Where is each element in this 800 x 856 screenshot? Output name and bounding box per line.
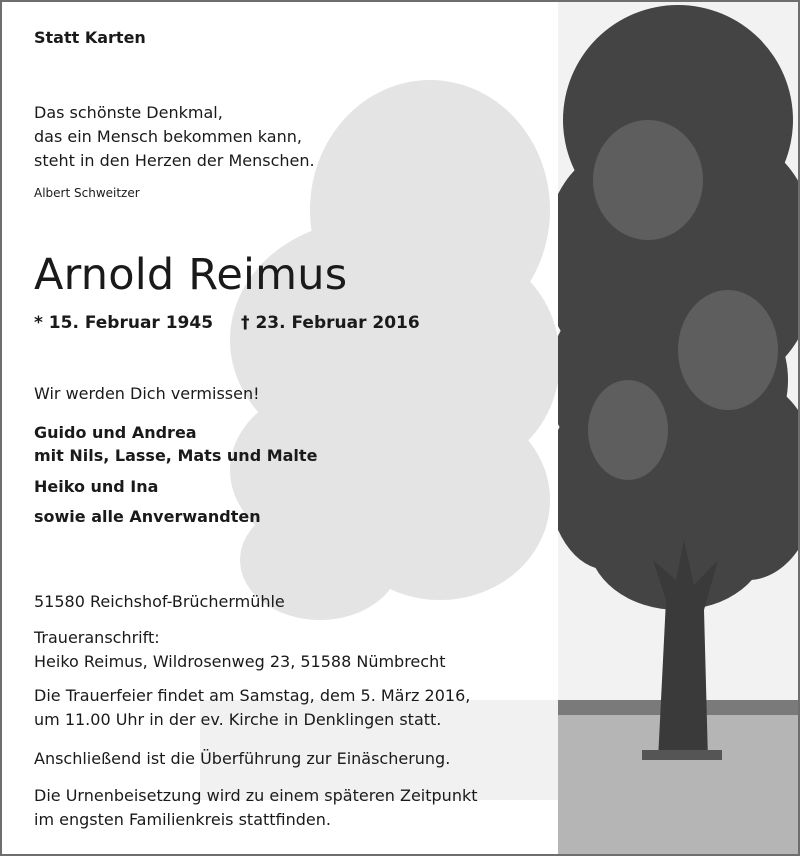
quote-line-1: Das schönste Denkmal,	[34, 103, 223, 122]
ceremony-line-2: um 11.00 Uhr in der ev. Kirche in Denklingen statt.	[34, 710, 442, 729]
quote-author: Albert Schweitzer	[34, 186, 140, 200]
life-dates	[34, 313, 420, 333]
birth-date: * 15. Februar 1945	[34, 313, 214, 333]
header-label: Statt Karten	[34, 28, 146, 47]
burial-line-2: im engsten Familienkreis stattfinden.	[34, 810, 331, 829]
quote-line-3: steht in den Herzen der Menschen.	[34, 151, 315, 170]
mourner-line: sowie alle Anverwandten	[34, 507, 261, 526]
ceremony-line-1: Die Trauerfeier findet am Samstag, dem 5. März 2016,	[34, 686, 471, 705]
oak-tree-photo	[558, 0, 800, 856]
mourner-line: mit Nils, Lasse, Mats und Malte	[34, 446, 318, 465]
deceased-name: Arnold Reimus	[34, 250, 348, 300]
mourner-line: Guido und Andrea	[34, 423, 197, 442]
death-date: † 23. Februar 2016	[241, 313, 420, 333]
quote-line-2: das ein Mensch bekommen kann,	[34, 127, 302, 146]
residence-place: 51580 Reichshof-Brüchermühle	[34, 592, 285, 611]
address-value: Heiko Reimus, Wildrosenweg 23, 51588 Nümbrecht	[34, 652, 446, 671]
farewell-message: Wir werden Dich vermissen!	[34, 384, 260, 403]
burial-line-1: Die Urnenbeisetzung wird zu einem späteren Zeitpunkt	[34, 786, 478, 805]
mourner-line: Heiko und Ina	[34, 477, 159, 496]
cremation-notice: Anschließend ist die Überführung zur Einäscherung.	[34, 749, 451, 768]
address-label: Traueranschrift:	[34, 628, 160, 647]
